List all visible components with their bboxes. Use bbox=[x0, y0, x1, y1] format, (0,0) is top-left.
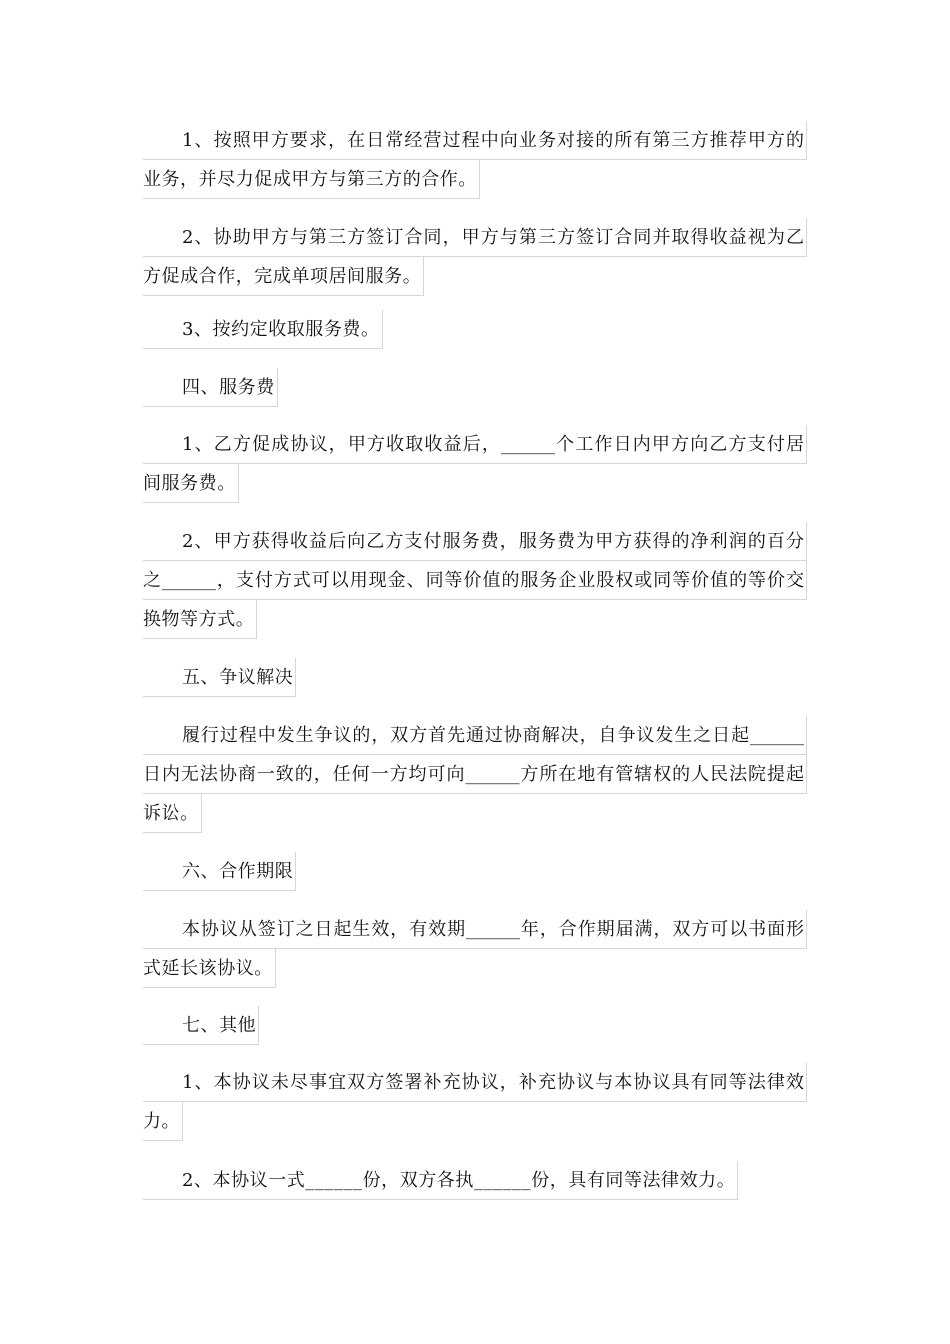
text-line: 五、争议解决 bbox=[143, 658, 296, 697]
clause-5-1 bbox=[143, 716, 807, 833]
text-line: 履行过程中发生争议的，双方首先通过协商解决，自争议发生之日起______ bbox=[143, 716, 807, 755]
text-line: 力。 bbox=[143, 1102, 183, 1141]
text-line: 2、协助甲方与第三方签订合同，甲方与第三方签订合同并取得收益视为乙 bbox=[143, 218, 807, 257]
text-line: 六、合作期限 bbox=[143, 852, 296, 891]
clause-3-3 bbox=[143, 310, 807, 349]
text-line: 业务，并尽力促成甲方与第三方的合作。 bbox=[143, 160, 480, 199]
text-line: 诉讼。 bbox=[143, 794, 202, 833]
clause-3-1 bbox=[143, 121, 807, 199]
text-line: 1、按照甲方要求，在日常经营过程中向业务对接的所有第三方推荐甲方的 bbox=[143, 121, 807, 160]
clause-7-2 bbox=[143, 1161, 807, 1200]
text-line: 本协议从签订之日起生效，有效期______年，合作期届满，双方可以书面形 bbox=[143, 910, 807, 949]
text-line: 日内无法协商一致的，任何一方均可向______方所在地有管辖权的人民法院提起 bbox=[143, 755, 807, 794]
text-line: 方促成合作，完成单项居间服务。 bbox=[143, 257, 424, 296]
section-heading-7 bbox=[143, 1006, 807, 1045]
section-heading-6 bbox=[143, 852, 807, 891]
text-line: 之______，支付方式可以用现金、同等价值的服务企业股权或同等价值的等价交 bbox=[143, 561, 807, 600]
section-heading-4 bbox=[143, 368, 807, 407]
text-line: 1、乙方促成协议，甲方收取收益后，______个工作日内甲方向乙方支付居 bbox=[143, 425, 807, 464]
text-line: 2、甲方获得收益后向乙方支付服务费，服务费为甲方获得的净利润的百分 bbox=[143, 522, 807, 561]
clause-7-1 bbox=[143, 1063, 807, 1141]
clause-4-2 bbox=[143, 522, 807, 639]
clause-3-2 bbox=[143, 218, 807, 296]
text-line: 2、本协议一式______份，双方各执______份，具有同等法律效力。 bbox=[143, 1161, 738, 1200]
text-line: 四、服务费 bbox=[143, 368, 278, 407]
text-line: 换物等方式。 bbox=[143, 600, 257, 639]
section-heading-5 bbox=[143, 658, 807, 697]
clause-4-1 bbox=[143, 425, 807, 503]
text-line: 3、按约定收取服务费。 bbox=[143, 310, 383, 349]
text-line: 七、其他 bbox=[143, 1006, 259, 1045]
text-line: 1、本协议未尽事宜双方签署补充协议，补充协议与本协议具有同等法律效 bbox=[143, 1063, 807, 1102]
text-line: 间服务费。 bbox=[143, 464, 239, 503]
text-line: 式延长该协议。 bbox=[143, 949, 276, 988]
clause-6-1 bbox=[143, 910, 807, 988]
